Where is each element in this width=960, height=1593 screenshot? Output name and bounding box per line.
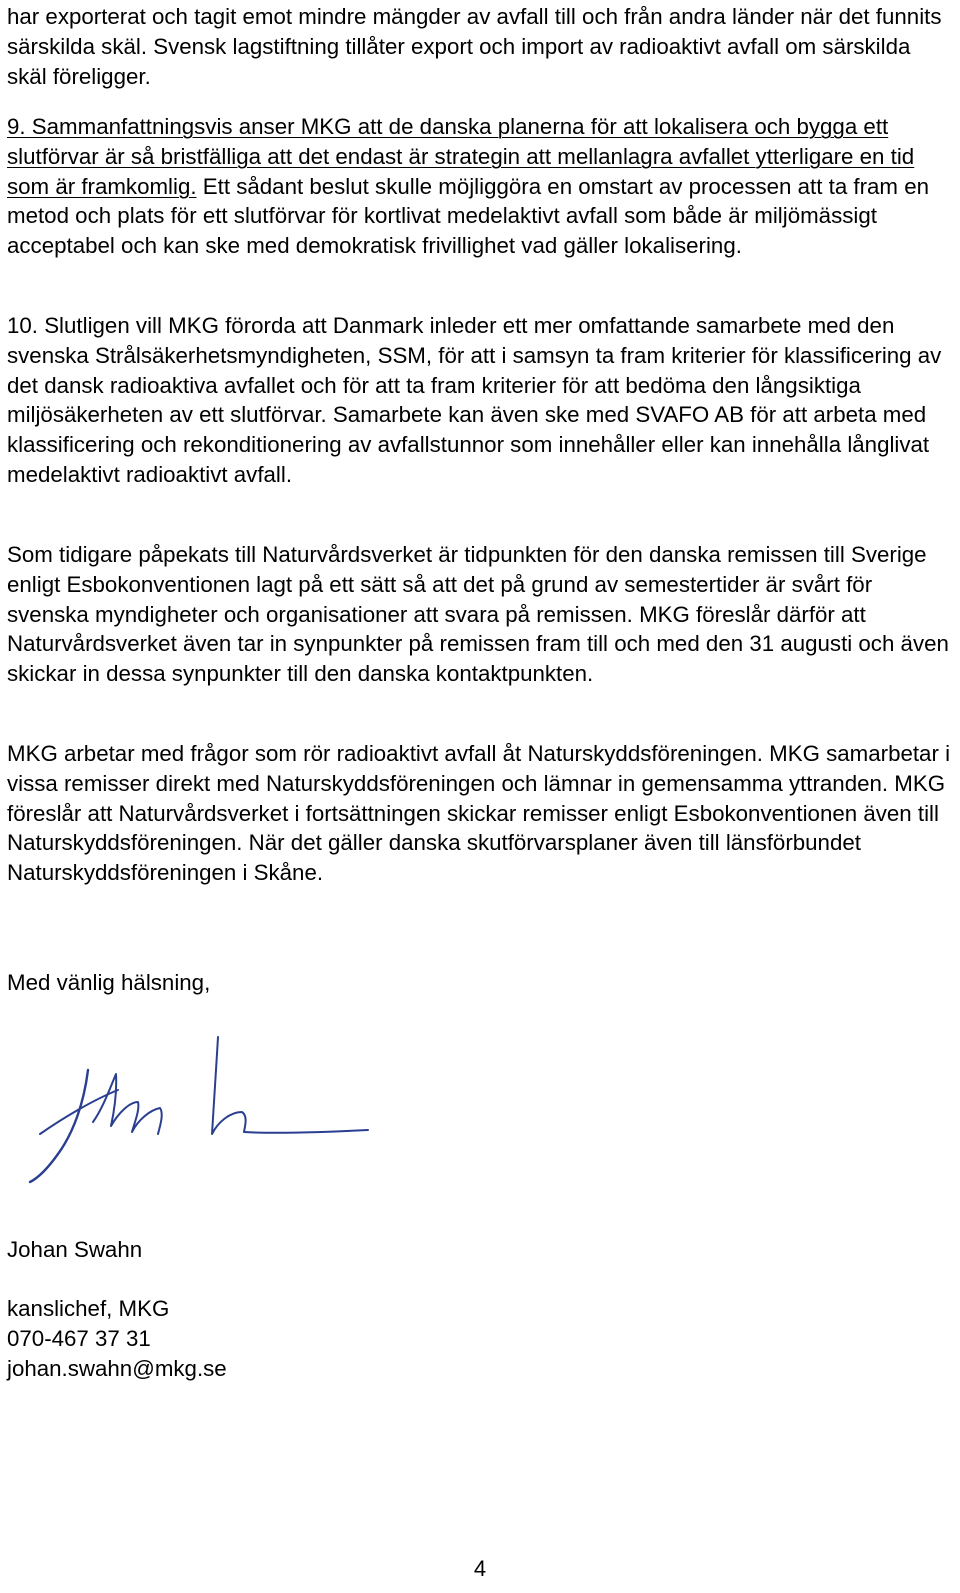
signature-stroke [30,1070,88,1182]
signature-stroke [212,1037,368,1134]
signer-phone: 070-467 37 31 [7,1326,151,1351]
paragraph-9 [7,112,952,261]
handwritten-signature [18,1030,378,1190]
signer-title: kanslichef, MKG [7,1296,170,1321]
paragraph-export: har exporterat och tagit emot mindre mängder av avfall till och från andra länder när det funnits särskilda skäl. Svensk lagstiftning tillåter export och import av radioaktivt avfall om särskilda skäl föreligger. [7,4,942,89]
paragraph-9-rest: Ett sådant beslut skulle möjliggöra en omstart av processen att ta fram en metod och plats för ett slutförvar för kortlivat medelaktivt avfall som både är miljömässigt acceptabel och kan ske med demokratisk frivillighet vad gäller lokalisering. [7,173,930,259]
signer-email: johan.swahn@mkg.se [7,1356,227,1381]
page-number: 4 [473,1556,487,1581]
paragraph-10: 10. Slutligen vill MKG förorda att Danmark inleder ett mer omfattande samarbete med den svenska Strålsäkerhetsmyndigheten, SSM, för att i samsyn ta fram kriterier för klassificering av det dansk radioaktiva avfallet och för att ta fram kriterier för att bedöma den långsiktiga miljösäkerheten av ett slutförvar. Samarbete kan även ske med SVAFO AB för att arbeta med klassificering och rekonditionering av avfallstunnor som innehåller eller kan innehålla långlivat medelaktivt radioaktivt avfall. [7,313,942,487]
paragraph-mkg-cooperation: MKG arbetar med frågor som rör radioaktivt avfall åt Naturskyddsföreningen. MKG samarbetar i vissa remisser direkt med Naturskyddsföreningen och lämnar in gemensamma yttranden. MKG föreslår att Naturvårdsverket i fortsättningen skickar remisser enligt Esbokonventionen även till Naturskyddsföreningen. När det gäller danska skutförvarsplaner även till länsförbundet Naturskyddsföreningen i Skåne. [7,741,951,886]
paragraph-9-summary: 9. Sammanfattningsvis anser MKG att de danska planerna för att lokalisera och bygga ett slutförvar är så bristfälliga att det endast är strategin att mellanlagra avfallet ytterligare en tid som är framkomlig. [7,114,915,199]
signature-stroke [93,1074,162,1134]
closing-greeting: Med vänlig hälsning, [7,970,211,995]
paragraph-remiss-timing: Som tidigare påpekats till Naturvårdsverket är tidpunkten för den danska remissen till Sverige enligt Esbokonventionen lagt på ett sätt så att det på grund av semestertider är svårt för svenska myndigheter och organisationer att svara på remissen. MKG föreslår därför att Naturvårdsverket även tar in synpunkter på remissen fram till och med den 31 augusti och även skickar in dessa synpunkter till den danska kontaktpunkten. [7,542,949,687]
signer-name: Johan Swahn [7,1237,143,1262]
